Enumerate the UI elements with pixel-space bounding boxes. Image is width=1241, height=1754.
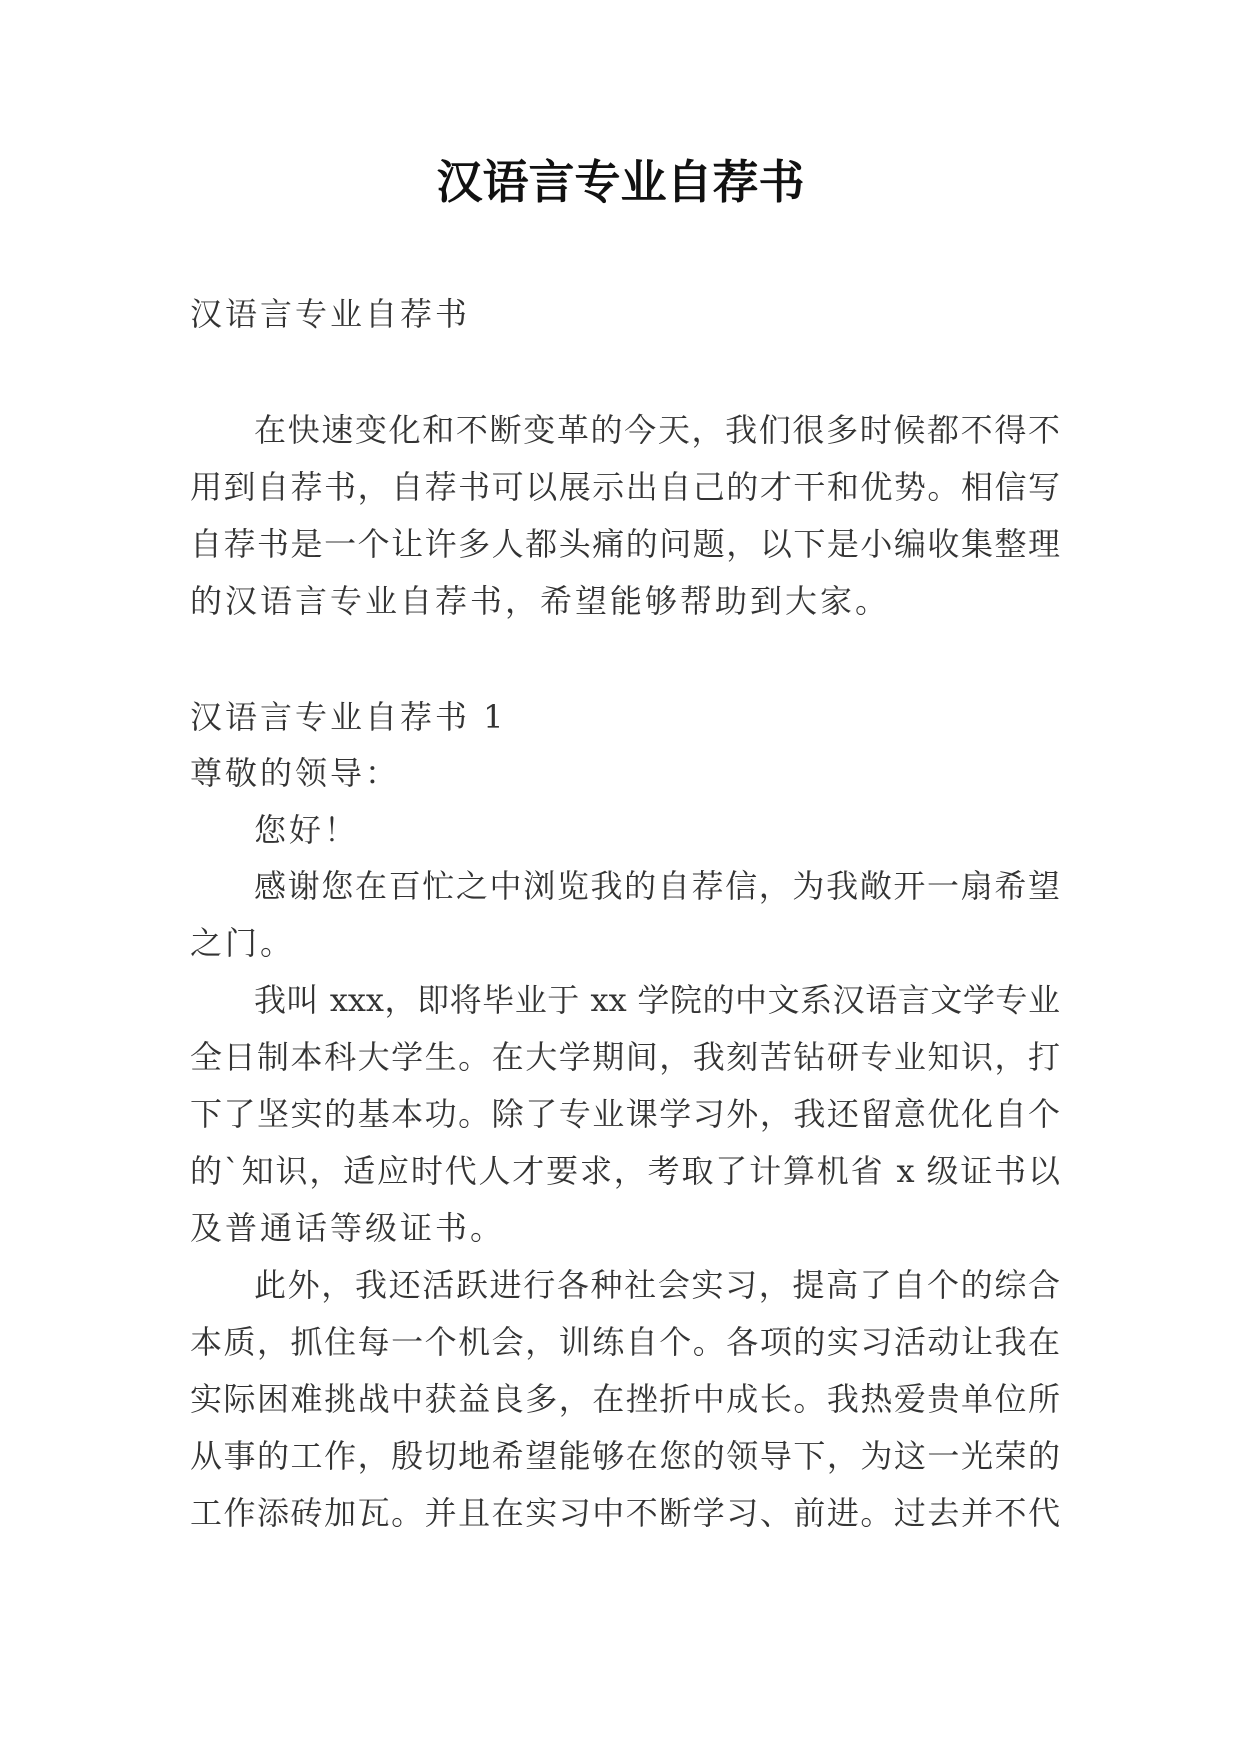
- paragraph-line: 下了坚实的基本功。除了专业课学习外，我还留意优化自个: [190, 1095, 1060, 1133]
- paragraph-line: 工作添砖加瓦。并且在实习中不断学习、前进。过去并不代: [190, 1494, 1060, 1532]
- intro-line: 自荐书是一个让许多人都头痛的问题，以下是小编收集整理: [190, 525, 1060, 563]
- paragraph-line: 感谢您在百忙之中浏览我的自荐信，为我敞开一扇希望: [254, 867, 1060, 905]
- greeting: 您好！: [254, 811, 360, 849]
- salutation: 尊敬的领导：: [190, 754, 401, 792]
- paragraph-line: 此外，我还活跃进行各种社会实习，提高了自个的综合: [254, 1266, 1060, 1304]
- paragraph-line: 我叫 xxx，即将毕业于 xx 学院的中文系汉语言文学专业: [254, 981, 1060, 1019]
- intro-line: 用到自荐书，自荐书可以展示出自己的才干和优势。相信写: [190, 468, 1060, 506]
- document-heading: 汉语言专业自荐书: [190, 295, 471, 333]
- paragraph-line: 本质，抓住每一个机会，训练自个。各项的实习活动让我在: [190, 1323, 1060, 1361]
- paragraph-line: 从事的工作，殷切地希望能够在您的领导下，为这一光荣的: [190, 1437, 1060, 1475]
- paragraph-line: 全日制本科大学生。在大学期间，我刻苦钻研专业知识，打: [190, 1038, 1060, 1076]
- paragraph-line: 及普通话等级证书。: [190, 1209, 506, 1247]
- intro-line: 的汉语言专业自荐书，希望能够帮助到大家。: [190, 582, 891, 620]
- intro-line: 在快速变化和不断变革的今天，我们很多时候都不得不: [254, 411, 1060, 449]
- paragraph-line: 的`知识，适应时代人才要求，考取了计算机省 x 级证书以: [190, 1152, 1060, 1190]
- document-title: 汉语言专业自荐书: [436, 155, 805, 209]
- section-title: 汉语言专业自荐书 1: [190, 698, 507, 736]
- paragraph-line: 之门。: [190, 924, 296, 962]
- paragraph-line: 实际困难挑战中获益良多，在挫折中成长。我热爱贵单位所: [190, 1380, 1060, 1418]
